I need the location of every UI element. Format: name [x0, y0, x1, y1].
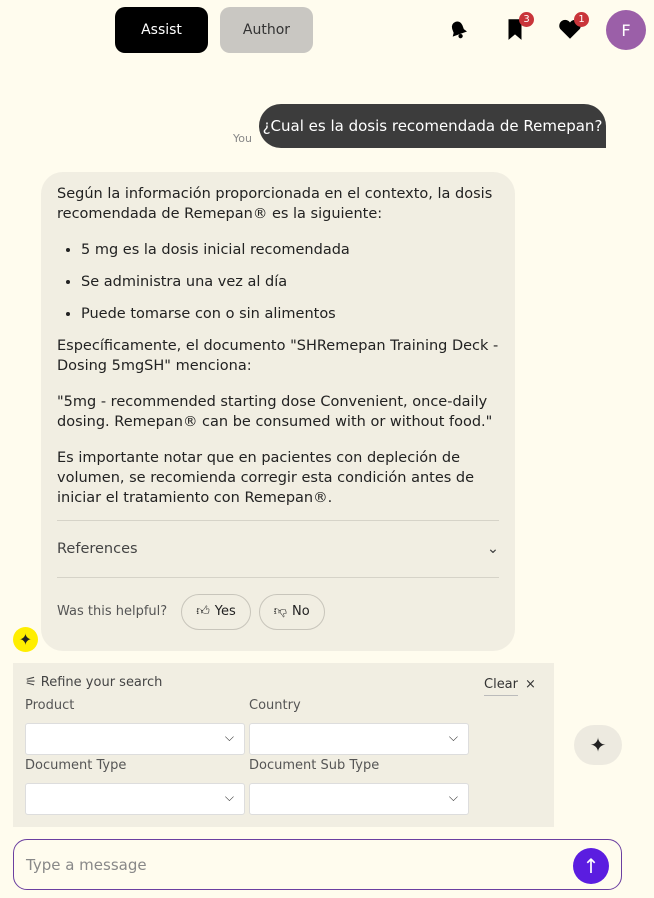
thumbs-up-icon: 👍︎: [196, 604, 210, 619]
answer-bullet: • Se administra una vez al día: [81, 272, 499, 292]
product-label: Product: [25, 698, 75, 713]
refine-title-text: Refine your search: [40, 675, 163, 690]
chevron-down-icon: ⌵: [224, 730, 234, 744]
answer-paragraph: Es importante notar que en pacientes con depleción de volumen, se recomienda corregir esta condición antes de iniciar el tratamiento con Remepan®.: [57, 450, 475, 506]
yes-button[interactable]: [181, 594, 251, 630]
user-message: ¿Cual es la dosis recomendada de Remepan?: [259, 104, 606, 148]
sparkle-icon: ✦: [589, 733, 607, 757]
assistant-message: [41, 172, 515, 651]
sender-label: You: [233, 132, 252, 145]
references-toggle[interactable]: [57, 521, 499, 577]
chevron-down-icon: ⌄: [486, 541, 499, 557]
country-label: Country: [249, 698, 301, 713]
thumbs-down-icon: 👎︎: [273, 604, 287, 619]
no-button[interactable]: [259, 594, 325, 630]
document-type-label: Document Type: [25, 758, 127, 773]
tab-assist[interactable]: Assist: [115, 7, 208, 53]
answer-bullet: • 5 mg es la dosis inicial recomendada: [81, 240, 499, 260]
document-sub-type-select[interactable]: [249, 783, 469, 815]
sparkle-button[interactable]: [574, 725, 622, 765]
message-input[interactable]: [13, 839, 622, 890]
sliders-icon: ⚟: [25, 675, 37, 690]
refine-title: [25, 675, 162, 690]
heart-icon[interactable]: [557, 16, 583, 42]
tab-author[interactable]: Author: [220, 7, 313, 53]
bell-icon[interactable]: [445, 16, 471, 42]
document-type-select[interactable]: [25, 783, 245, 815]
message-placeholder: Type a message: [26, 855, 147, 874]
sparkle-icon: ✦: [13, 627, 38, 652]
country-select[interactable]: [249, 723, 469, 755]
chevron-down-icon: ⌵: [224, 790, 234, 804]
close-icon[interactable]: ×: [525, 677, 536, 692]
answer-paragraph: Específicamente, el documento "SHRemepan Training Deck - Dosing 5mgSH" menciona:: [57, 338, 499, 374]
no-label: No: [291, 604, 310, 619]
clear-button[interactable]: Clear: [484, 677, 518, 696]
yes-label: Yes: [214, 604, 236, 619]
document-sub-type-label: Document Sub Type: [249, 758, 380, 773]
bookmark-badge: 3: [519, 12, 534, 27]
chevron-down-icon: ⌵: [448, 730, 458, 744]
bookmark-icon[interactable]: [502, 16, 528, 42]
answer-quote: "5mg - recommended starting dose Convenient, once-daily dosing. Remepan® can be consumed with or without food.": [57, 394, 493, 430]
chevron-down-icon: ⌵: [448, 790, 458, 804]
avatar[interactable]: F: [606, 10, 646, 50]
answer-bullet: • Puede tomarse con o sin alimentos: [81, 304, 499, 324]
helpful-label: Was this helpful?: [57, 604, 168, 619]
arrow-up-icon: ↑: [582, 854, 600, 878]
answer-intro: Según la información proporcionada en el contexto, la dosis recomendada de Remepan® es la siguiente:: [57, 186, 493, 222]
favorite-badge: 1: [574, 12, 589, 27]
product-select[interactable]: [25, 723, 245, 755]
references-label: References: [57, 541, 138, 557]
send-button[interactable]: [573, 848, 609, 884]
refine-panel: [13, 663, 554, 827]
